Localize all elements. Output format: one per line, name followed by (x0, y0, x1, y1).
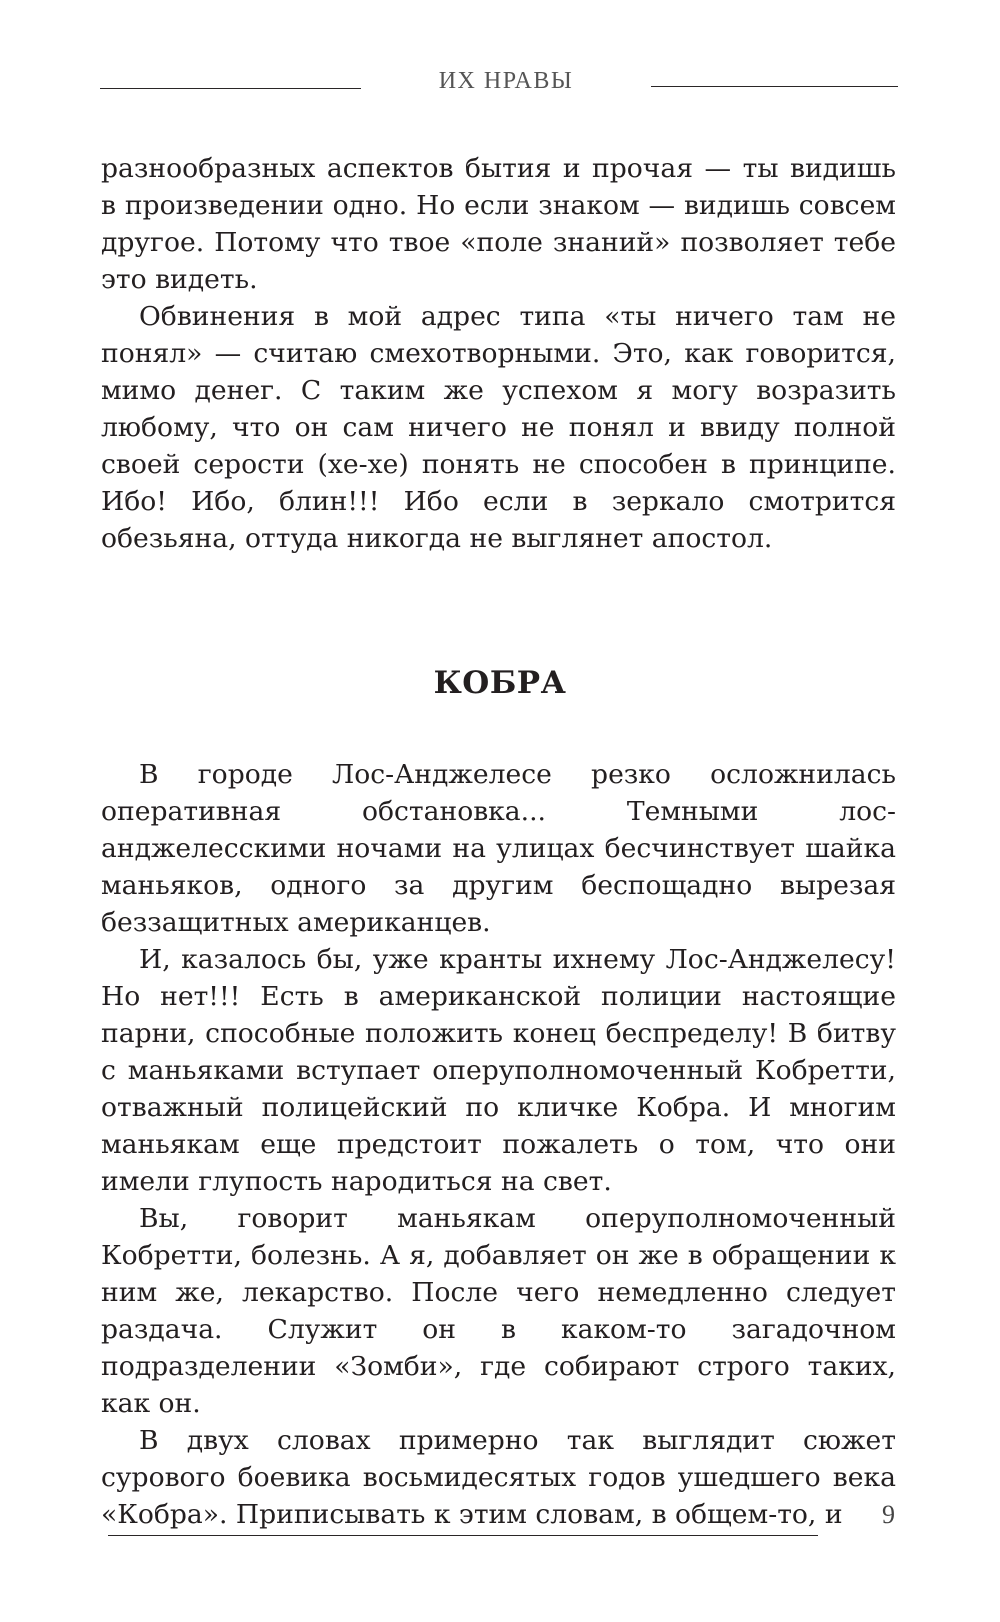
footer-rule (108, 1535, 818, 1536)
running-header (100, 62, 900, 102)
paragraph-continuation: разнообразных аспектов бытия и прочая — ты видишь в произведении одно. Но если знаком — видишь совсем другое. Потому что твое «поле знаний» позволяет тебе это видеть. (101, 153, 896, 295)
running-title: ИХ НРАВЫ (438, 68, 574, 94)
paragraph: И, казалось бы, уже кранты ихнему Лос-Анджелесу! Но нет!!! Есть в американской полиции настоящие парни, способные положить конец беспределу! В битву с маньяками вступает оперуполномоченный Кобретти, отважный полицейский по кличке Кобра. И многим маньякам еще предстоит пожалеть о том, что они имели глупость народиться на свет. (101, 944, 896, 1197)
page-number: 9 (882, 1500, 895, 1529)
header-rule-left (100, 88, 361, 89)
chapter-title: КОБРА (433, 665, 567, 701)
paragraph: Обвинения в мой адрес типа «ты ничего там не понял» — считаю смехотворными. Это, как говорится, мимо денег. С таким же успехом я могу возразить любому, что он сам ничего не понял и ввиду полной своей серости (хе-хе) понять не способен в принципе. Ибо! Ибо, блин!!! Ибо если в зеркало смотрится обезьяна, оттуда никогда не выглянет апостол. (101, 301, 896, 554)
text-block-continuation (101, 150, 896, 557)
paragraph: В двух словах примерно так выглядит сюжет сурового боевика восьмидесятых годов ушедшего века «Кобра». Приписывать к этим словам, в общем-то, и (101, 1425, 896, 1530)
text-block-chapter (101, 756, 896, 1533)
paragraph: В городе Лос-Анджелесе резко осложнилась оперативная обстановка... Темными лос-анджелесскими ночами на улицах бесчинствует шайка маньяков, одного за другим беспощадно вырезая беззащитных американцев. (101, 759, 896, 938)
paragraph: Вы, говорит маньякам оперуполномоченный Кобретти, болезнь. А я, добавляет он же в обращении к ним же, лекарство. После чего немедленно следует раздача. Служит он в каком-то загадочном подразделении «Зомби», где собирают строго таких, как он. (101, 1203, 896, 1419)
header-rule-right (651, 86, 898, 87)
